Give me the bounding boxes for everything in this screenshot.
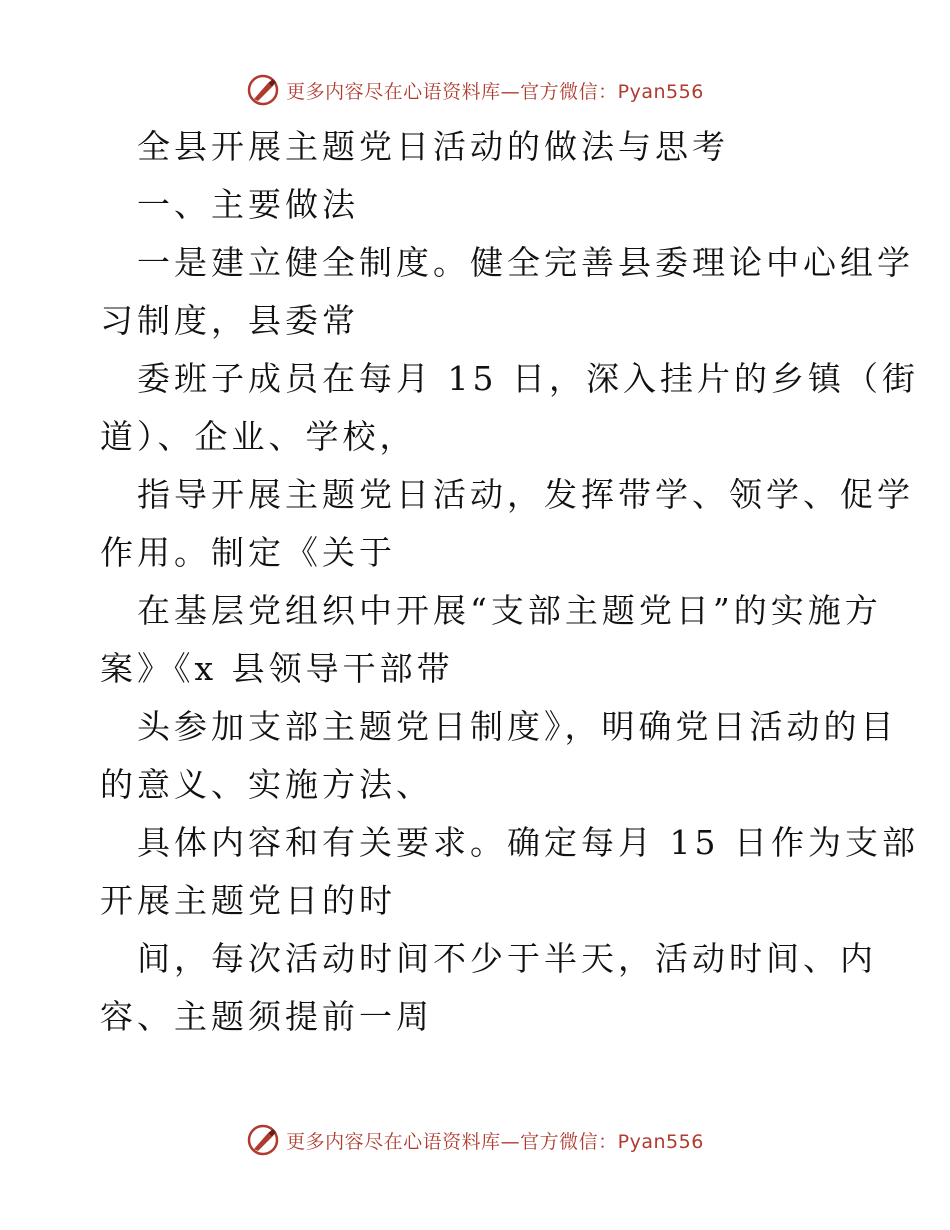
document-body — [100, 118, 919, 1046]
paragraph-line: 容、主题须提前一周 — [100, 997, 433, 1036]
document-title: 全县开展主题党日活动的做法与思考 — [137, 127, 729, 166]
header-banner-text: 更多内容尽在心语资料库—官方微信：Pyan556 — [286, 80, 704, 103]
footer-banner-text: 更多内容尽在心语资料库—官方微信：Pyan556 — [286, 1130, 704, 1153]
paragraph-line: 头参加支部主题党日制度》，明确党日活动的目 — [137, 707, 898, 746]
paragraph-line: 习制度，县委常 — [100, 301, 359, 340]
pen-nib-logo-icon — [246, 73, 280, 107]
paragraph-line: 案》《x 县领导干部带 — [100, 649, 454, 688]
paragraph-line: 一是建立健全制度。健全完善县委理论中心组学 — [137, 243, 914, 282]
header-banner — [0, 70, 950, 110]
paragraph-line: 开展主题党日的时 — [100, 881, 396, 920]
paragraph-line: 委班子成员在每月 15 日，深入挂片的乡镇（街 — [137, 359, 919, 398]
paragraph-line: 间，每次活动时间不少于半天，活动时间、内 — [137, 939, 877, 978]
paragraph-line: 的意义、实施方法、 — [100, 765, 433, 804]
paragraph-line: 具体内容和有关要求。确定每月 15 日作为支部 — [137, 823, 919, 862]
paragraph-line: 在基层党组织中开展“支部主题党日”的实施方 — [137, 591, 882, 630]
paragraph-line: 道）、企业、学校， — [100, 417, 417, 456]
paragraph-line: 指导开展主题党日活动，发挥带学、领学、促学 — [137, 475, 914, 514]
section-heading: 一、主要做法 — [137, 185, 359, 224]
paragraph-line: 作用。制定《关于 — [100, 533, 396, 572]
footer-banner — [0, 1120, 950, 1160]
pen-nib-logo-icon — [246, 1123, 280, 1157]
